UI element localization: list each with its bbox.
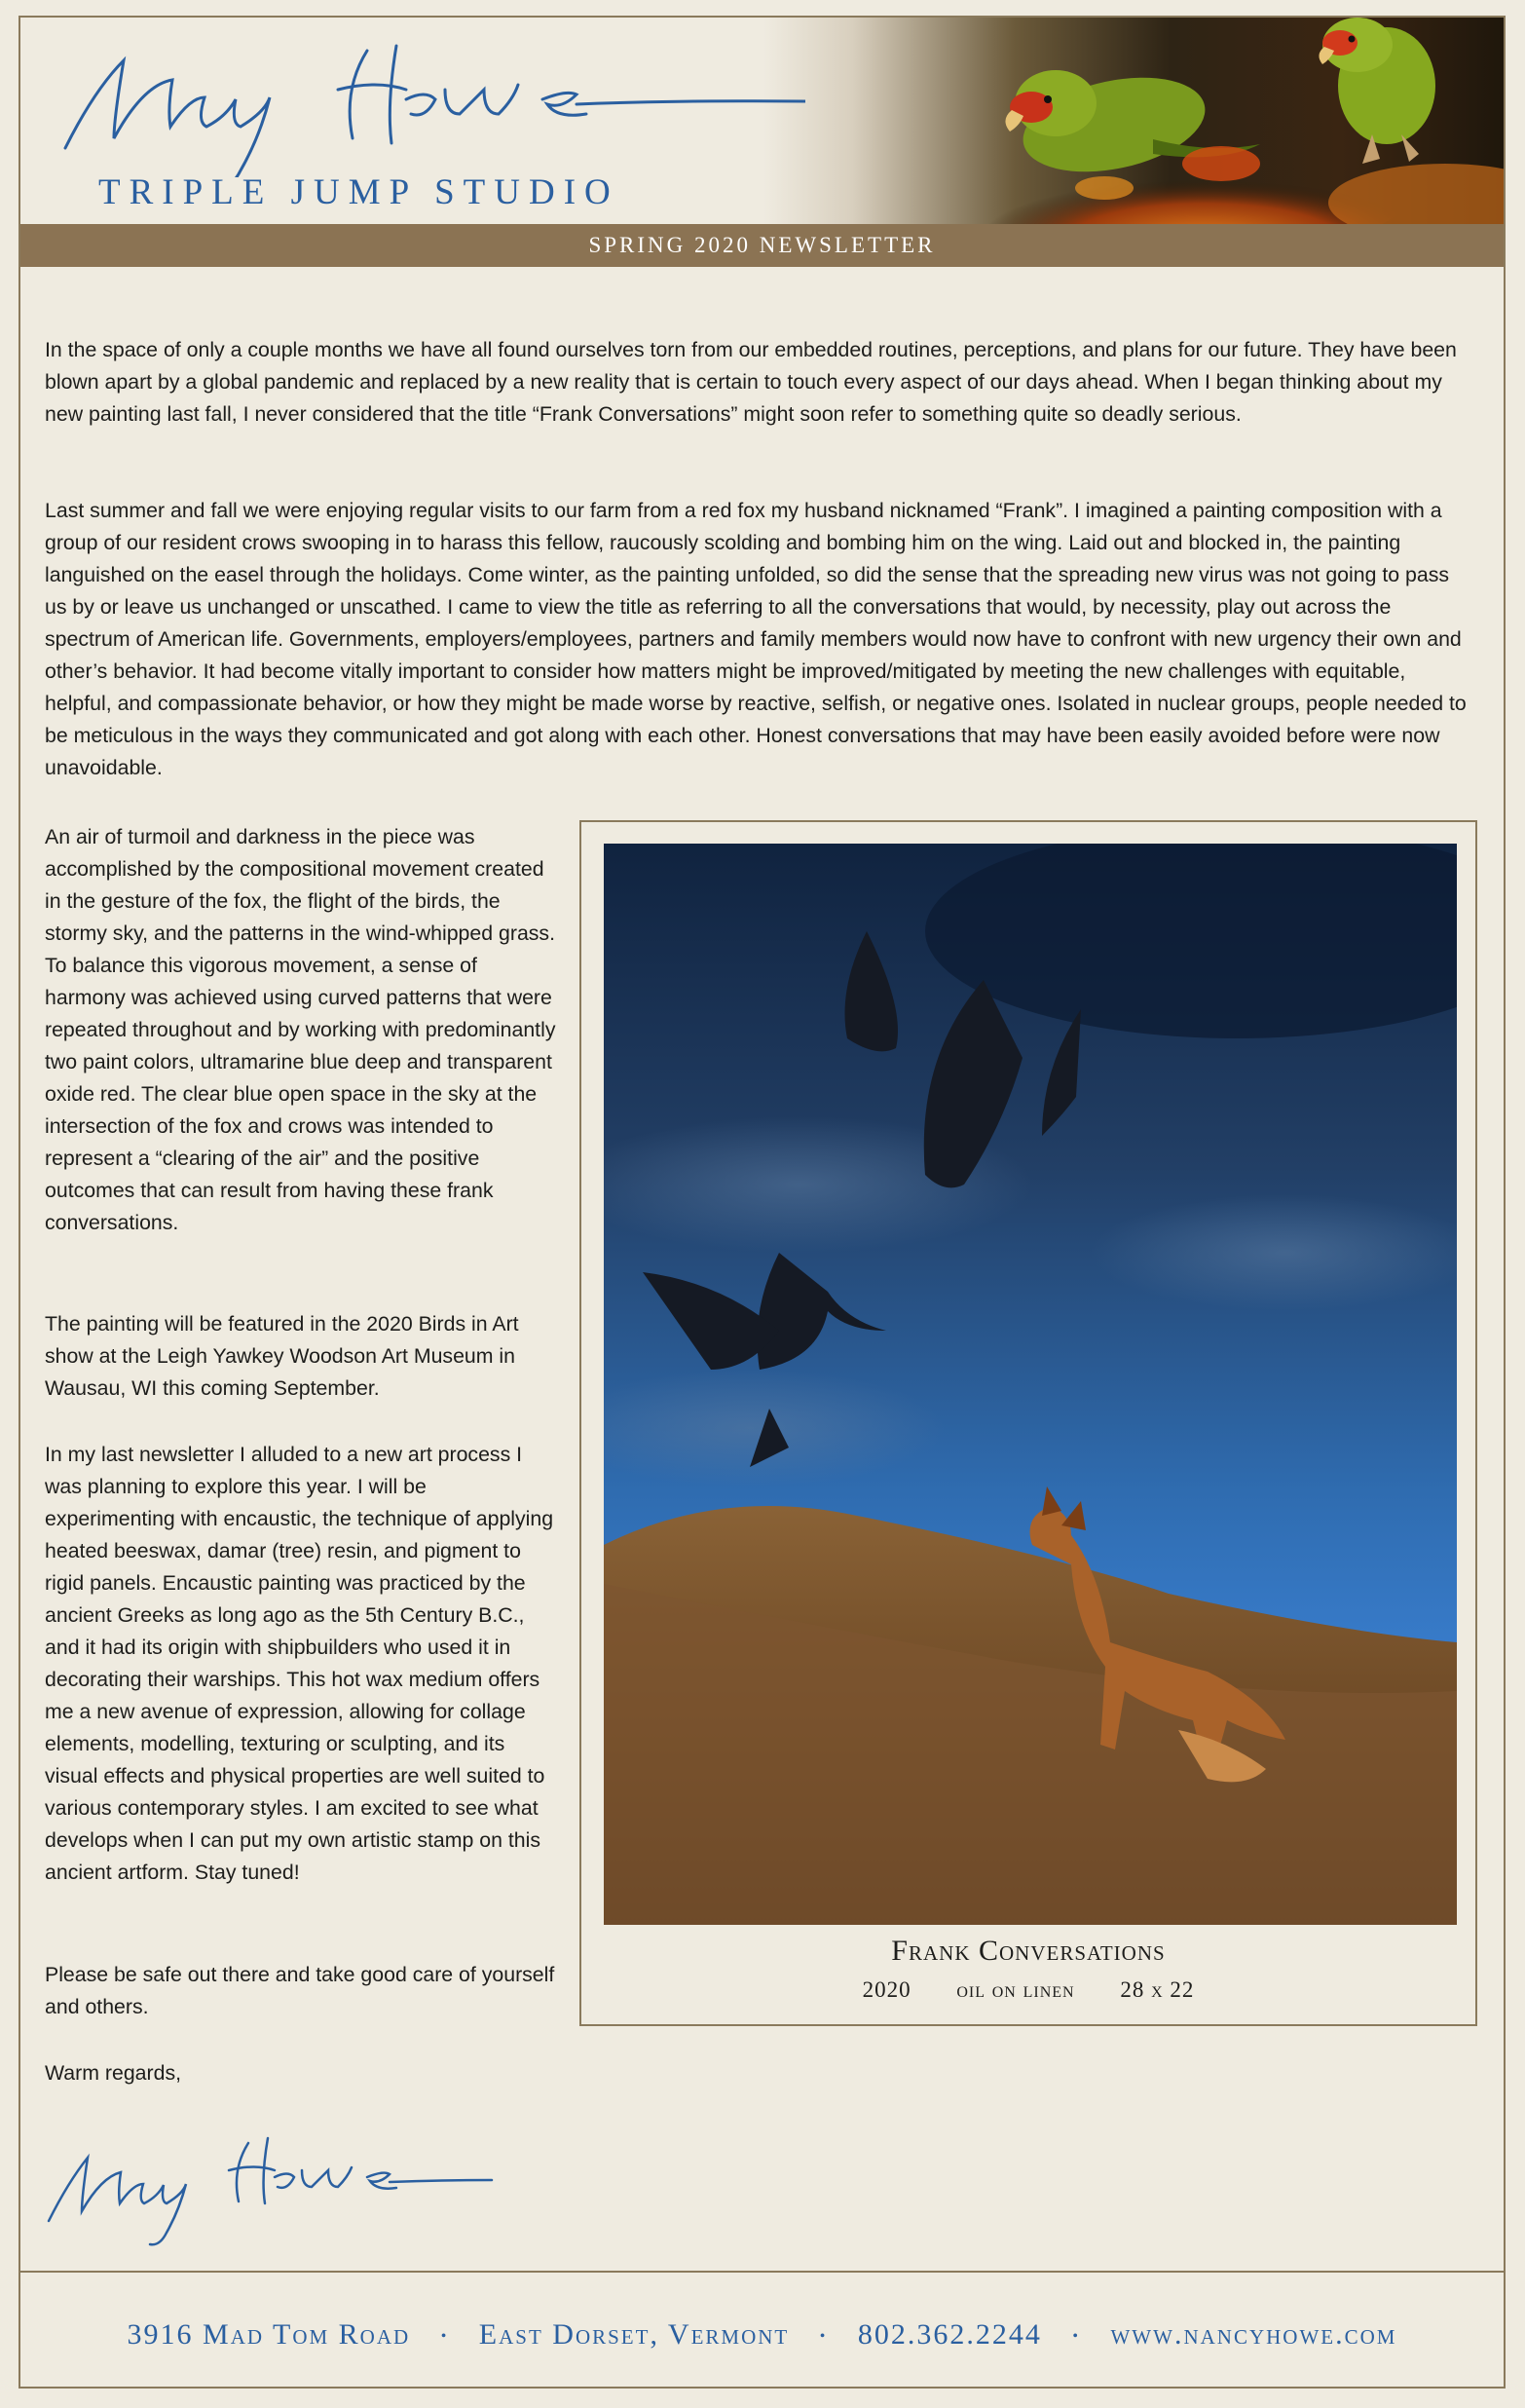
header — [20, 18, 1504, 224]
artwork-title: Frank Conversations — [891, 1935, 1166, 1967]
separator-dot: • — [440, 2328, 449, 2346]
paragraph-encaustic: In my last newsletter I alluded to a new art process I was planning to explore this year. I will be experimenting with encaustic, the technique of applying heated beeswax, damar (tree) resin, and pigment to rigid panels. Encaustic painting was practiced by the ancient Greeks as long ago as the 5th Century B.C., and it had its origin with shipbuilders who used it in decorating their warships. This hot wax medium offers me a new avenue of expression, allowing for collage elements, modelling, texturing or sculpting, and its visual effects and physical properties are well suited to various contemporary styles. I am excited to see what develops when I can put my own artistic stamp on this ancient artform. Stay tuned! — [45, 1443, 554, 1884]
footer-website-link[interactable]: www.nancyhowe.com — [1110, 2318, 1397, 2351]
artwork-details — [581, 1977, 1475, 2003]
closing-text: Warm regards, — [45, 2061, 182, 2085]
paragraph-intro: In the space of only a couple months we have all found ourselves torn from our embedded routines, perceptions, and plans for our future. They have been blown apart by a global pandemic and replaced by a new reality that is certain to touch every aspect of our days ahead. When I began thinking about my new painting last fall, I never considered that the title “Frank Conversations” might soon refer to something quite so deadly serious. — [45, 338, 1457, 426]
parrot-right — [1319, 18, 1435, 164]
painting-image — [604, 844, 1457, 1925]
artwork-medium: oil on linen — [956, 1977, 1075, 2002]
studio-name: TRIPLE JUMP STUDIO — [98, 172, 619, 212]
signature-graphic — [39, 2114, 497, 2265]
paragraph-composition: An air of turmoil and darkness in the piece was accomplished by the compositional movement created in the gesture of the fox, the flight of the birds, the stormy sky, and the patterns in the wind-whipped grass. To balance this vigorous movement, a sense of harmony was achieved using curved patterns that were repeated throughout and by working with predominantly two paint colors, ultramarine blue deep and transparent oxide red. The clear blue open space in the sky at the intersection of the fox and crows was intended to represent a “clearing of the air” and the positive outcomes that can result from having these frank conversations. — [45, 825, 556, 1234]
newsletter-banner: SPRING 2020 NEWSLETTER — [20, 224, 1504, 267]
footer-town: East Dorset, Vermont — [478, 2318, 790, 2351]
parrots-header-image — [763, 18, 1504, 224]
signature-logo — [46, 31, 805, 182]
footer-address: 3916 Mad Tom Road — [127, 2318, 411, 2351]
footer-contact — [20, 2318, 1504, 2352]
separator-dot: • — [1072, 2328, 1080, 2346]
artwork-size: 28 x 22 — [1120, 1977, 1195, 2002]
artwork-panel — [579, 820, 1477, 2026]
artwork-year: 2020 — [862, 1977, 911, 2002]
paragraph-farewell: Please be safe out there and take good care of yourself and others. — [45, 1963, 555, 2018]
paragraph-exhibition: The painting will be featured in the 2020 Birds in Art show at the Leigh Yawkey Woodson Art Museum in Wausau, WI this coming September. — [45, 1312, 519, 1400]
footer-divider — [20, 2271, 1504, 2273]
footer-phone[interactable]: 802.362.2244 — [857, 2318, 1042, 2351]
separator-dot: • — [819, 2328, 828, 2346]
paragraph-frank: Last summer and fall we were enjoying regular visits to our farm from a red fox my husband nicknamed “Frank”. I imagined a painting composition with a group of our resident crows swooping in to harass this fellow, raucously scolding and bombing him on the wing. Laid out and blocked in, the painting languished on the easel through the holidays. Come winter, as the painting unfolded, so did the sense that the spreading new virus was not going to pass us by or leave us unchanged or unscathed. I came to view the title as referring to all the conversations that would, by necessity, play out across the spectrum of American life. Governments, employers/employees, partners and family members would now have to confront with new urgency their own and other’s behavior. It had become vitally important to consider how matters might be improved/mitigated by meeting the new challenges with equitable, helpful, and compassionate behavior, or how they might be made worse by reactive, selfish, or negative ones. Isolated in nuclear groups, people needed to be meticulous in the ways they communicated and got along with each other. Honest conversations that may have been easily avoided before were now unavoidable. — [45, 499, 1467, 779]
